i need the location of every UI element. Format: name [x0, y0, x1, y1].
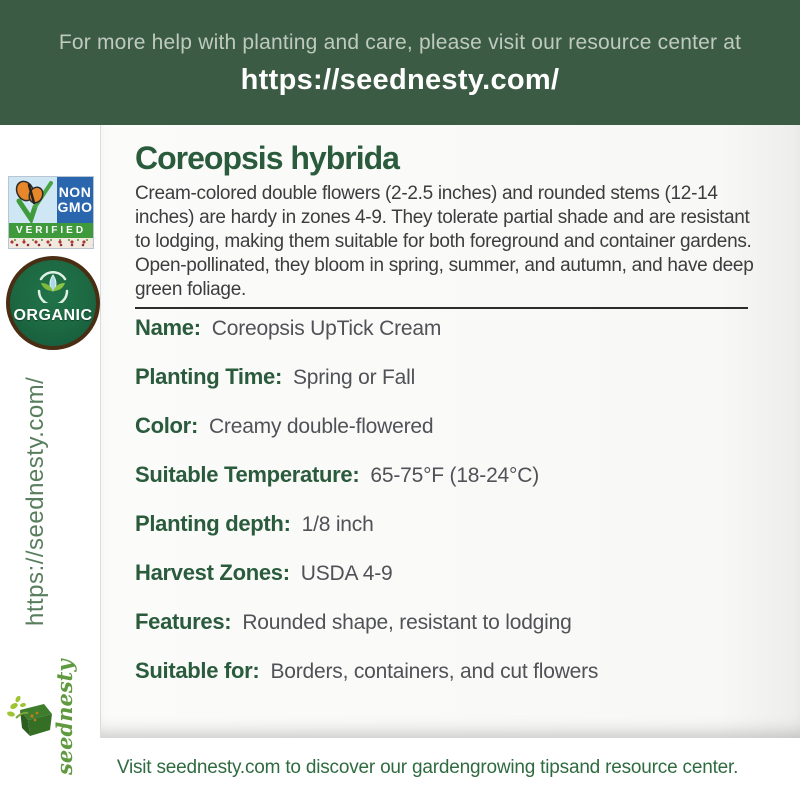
field-value: 1/8 inch: [301, 513, 374, 536]
product-description: Cream-colored double flowers (2-2.5 inches) and rounded stems (12-14 inches) are hardy in zones 4-9. They tolerate partial shade and are resistant to lodging, making them suitable for both foreground and container gardens. Open-pollinated, they bloom in spring, summer, and autumn, and have deep green foliage.: [135, 183, 754, 300]
field-label: Features:: [135, 609, 232, 634]
non-gmo-label: [57, 177, 93, 223]
non-gmo-verified-badge: [8, 176, 94, 249]
footer: [100, 738, 755, 800]
vertical-url-text: https://seednesty.com/: [22, 376, 49, 626]
field-row-harvest-zones: [135, 560, 800, 586]
spec-list: [135, 315, 800, 684]
organic-badge: [6, 256, 100, 350]
divider-line: [135, 307, 748, 309]
non-gmo-word1: NON: [58, 184, 92, 200]
field-label: Name:: [135, 315, 201, 340]
field-row-planting-depth: [135, 511, 800, 537]
sprout-icon: [35, 269, 71, 308]
field-row-suitable-temperature: [135, 462, 800, 488]
field-row-planting-time: [135, 364, 800, 390]
footer-note: Visit seednesty.com to discover our gardengrowing tipsand resource center.: [116, 757, 739, 778]
field-row-suitable-for: [135, 658, 800, 684]
field-label: Suitable for:: [135, 658, 260, 683]
field-row-color: [135, 413, 800, 439]
field-value: USDA 4-9: [300, 562, 393, 585]
field-label: Color:: [135, 413, 198, 438]
seednesty-logo-icon: [6, 692, 56, 749]
main-content: [100, 125, 800, 738]
banner-help-text: For more help with planting and care, please visit our resource center at: [58, 31, 742, 54]
field-label: Suitable Temperature:: [135, 462, 360, 487]
brand-script-text: seednesty: [52, 659, 77, 775]
field-value: Spring or Fall: [292, 366, 416, 389]
field-label: Harvest Zones:: [135, 560, 290, 585]
field-value: 65-75°F (18-24°C): [370, 464, 539, 487]
organic-label: ORGANIC: [13, 307, 93, 324]
field-label: Planting depth:: [135, 511, 291, 536]
field-row-features: [135, 609, 800, 635]
field-value: Borders, containers, and cut flowers: [270, 660, 599, 683]
verified-label: VERIFIED: [9, 223, 93, 238]
field-label: Planting Time:: [135, 364, 282, 389]
banner-url: https://seednesty.com/: [240, 64, 560, 96]
non-gmo-word2: GMO: [57, 199, 93, 215]
sidebar: [0, 125, 100, 775]
butterfly-icon: [9, 177, 57, 223]
field-value: Coreopsis UpTick Cream: [211, 317, 442, 340]
header-banner: [0, 0, 800, 125]
field-row-name: [135, 315, 800, 341]
field-value: Creamy double-flowered: [208, 415, 434, 438]
non-gmo-badge-top: [9, 177, 93, 223]
flower-strip-decoration: [9, 238, 93, 248]
brand-logo: [0, 659, 100, 780]
page-title: Coreopsis hybrida: [135, 140, 399, 176]
field-value: Rounded shape, resistant to lodging: [242, 611, 572, 634]
